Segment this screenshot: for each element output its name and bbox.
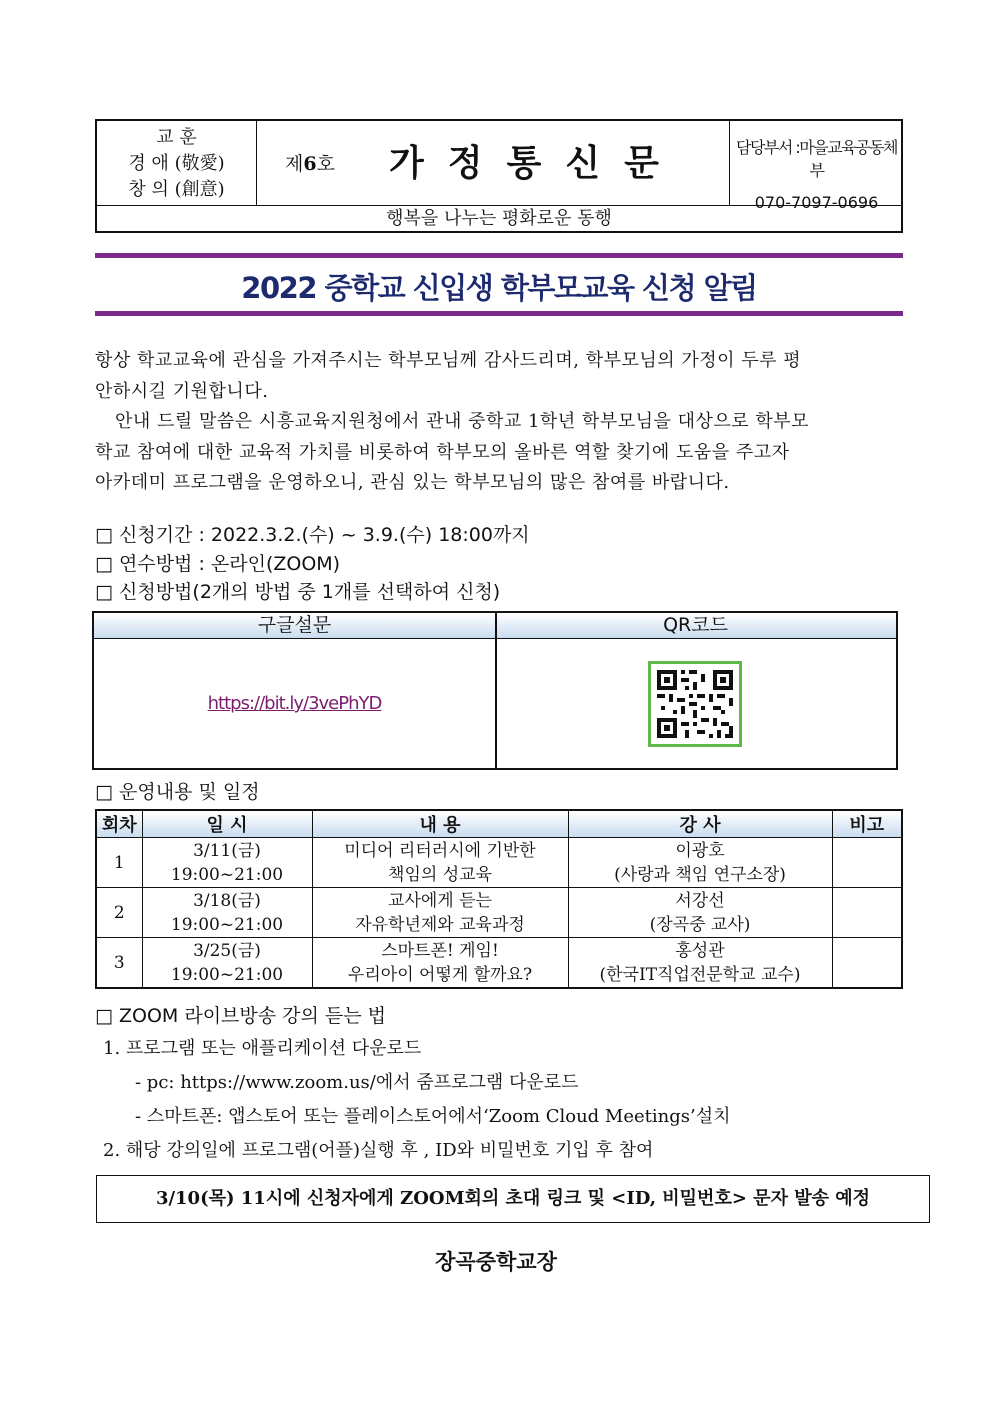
schedule-header-row [96, 810, 902, 838]
column-header-qr-code: QR코드 [495, 613, 896, 639]
session-speaker: 서강선 (장곡중 교사) [568, 888, 832, 938]
table-row [96, 938, 902, 989]
column-header: 회차 [96, 810, 142, 838]
session-datetime: 3/11(금) 19:00~21:00 [142, 838, 312, 888]
session-number: 2 [96, 888, 142, 938]
department: 담당부서 :마을교육공동체부 [736, 138, 897, 180]
qr-code-icon[interactable] [648, 661, 742, 747]
intro-paragraph-1: 항상 학교교육에 관심을 가져주시는 학부모님께 감사드리며, 학부모님의 가정이 두루 평 안하시길 기원합니다. [95, 350, 802, 402]
session-topic: 스마트폰! 게임! 우리아이 어떻게 할까요? [312, 938, 568, 989]
session-datetime: 3/25(금) 19:00~21:00 [142, 938, 312, 989]
column-header: 내 용 [312, 810, 568, 838]
session-speaker: 홍성관 (한국IT직업전문학교 교수) [568, 938, 832, 989]
application-period: □ 신청기간 : 2022.3.2.(수) ~ 3.9.(수) 18:00까지 [95, 524, 530, 546]
zoom-step-2: 2. 해당 강의일에 프로그램(어플)실행 후 , ID와 비밀번호 기입 후 참여 [103, 1140, 654, 1161]
principal-signature: 장곡중학교장 [435, 1249, 557, 1274]
column-header: 일 시 [142, 810, 312, 838]
motto-line: 창 의 (創意) [128, 179, 225, 200]
session-topic: 미디어 리터러시에 기반한 책임의 성교육 [312, 838, 568, 888]
column-header: 강 사 [568, 810, 832, 838]
session-note [832, 838, 902, 888]
newsletter-title: 가정통신문 [389, 142, 683, 184]
schedule-table [95, 809, 903, 989]
table-row [96, 888, 902, 938]
phone-number: 070-7097-0696 [754, 193, 879, 212]
title-bottom-bar [95, 311, 903, 316]
zoom-step-1: 1. 프로그램 또는 애플리케이션 다운로드 [103, 1038, 422, 1059]
intro-paragraph-2: 안내 드릴 말씀은 시흥교육지원청에서 관내 중학교 1학년 학부모님을 대상으로 학부모 학교 참여에 대한 교육적 가치를 비롯하여 학부모의 올바른 역할 찾기에 도움을 주고자 아카데미 프로그램을 운영하오니, 관심 있는 학부모님의 많은 참여를 바랍니다. [95, 411, 810, 493]
newsletter-header [95, 119, 903, 233]
title-top-bar [95, 253, 903, 258]
motto-title: 교 훈 [156, 127, 197, 148]
session-datetime: 3/18(금) 19:00~21:00 [142, 888, 312, 938]
training-method: □ 연수방법 : 온라인(ZOOM) [95, 553, 341, 575]
session-number: 3 [96, 938, 142, 989]
column-divider [495, 613, 497, 768]
zoom-heading: □ ZOOM 라이브방송 강의 듣는 법 [95, 1005, 387, 1027]
slogan: 행복을 나누는 평화로운 동행 [97, 205, 901, 233]
motto-line: 경 애 (敬愛) [128, 153, 225, 174]
session-number: 1 [96, 838, 142, 888]
session-note [832, 938, 902, 989]
schedule-heading: □ 운영내용 및 일정 [95, 781, 260, 803]
page-title: 2022 중학교 신입생 학부모교육 신청 알림 [241, 271, 757, 305]
session-note [832, 888, 902, 938]
notice-box: 3/10(목) 11시에 신청자에게 ZOOM회의 초대 링크 및 <ID, 비밀번호> 문자 발송 예정 [96, 1175, 930, 1223]
application-method: □ 신청방법(2개의 방법 중 1개를 선택하여 신청) [95, 581, 501, 603]
google-form-link[interactable]: https://bit.ly/3vePhYD [207, 693, 382, 714]
issue-number: 제6호 [285, 153, 335, 175]
session-topic: 교사에게 듣는 자유학년제와 교육과정 [312, 888, 568, 938]
school-motto [97, 121, 257, 205]
session-speaker: 이광호 (사랑과 책임 연구소장) [568, 838, 832, 888]
contact-box [729, 121, 903, 212]
column-header-google-form: 구글설문 [94, 613, 495, 639]
table-row [96, 838, 902, 888]
zoom-step-1-pc: - pc: https://www.zoom.us/에서 줌프로그램 다운로드 [135, 1072, 579, 1093]
column-header: 비고 [832, 810, 902, 838]
zoom-step-1-phone: - 스마트폰: 앱스토어 또는 플레이스토어에서‘Zoom Cloud Meetings’설치 [135, 1106, 731, 1127]
signup-table [92, 611, 898, 770]
